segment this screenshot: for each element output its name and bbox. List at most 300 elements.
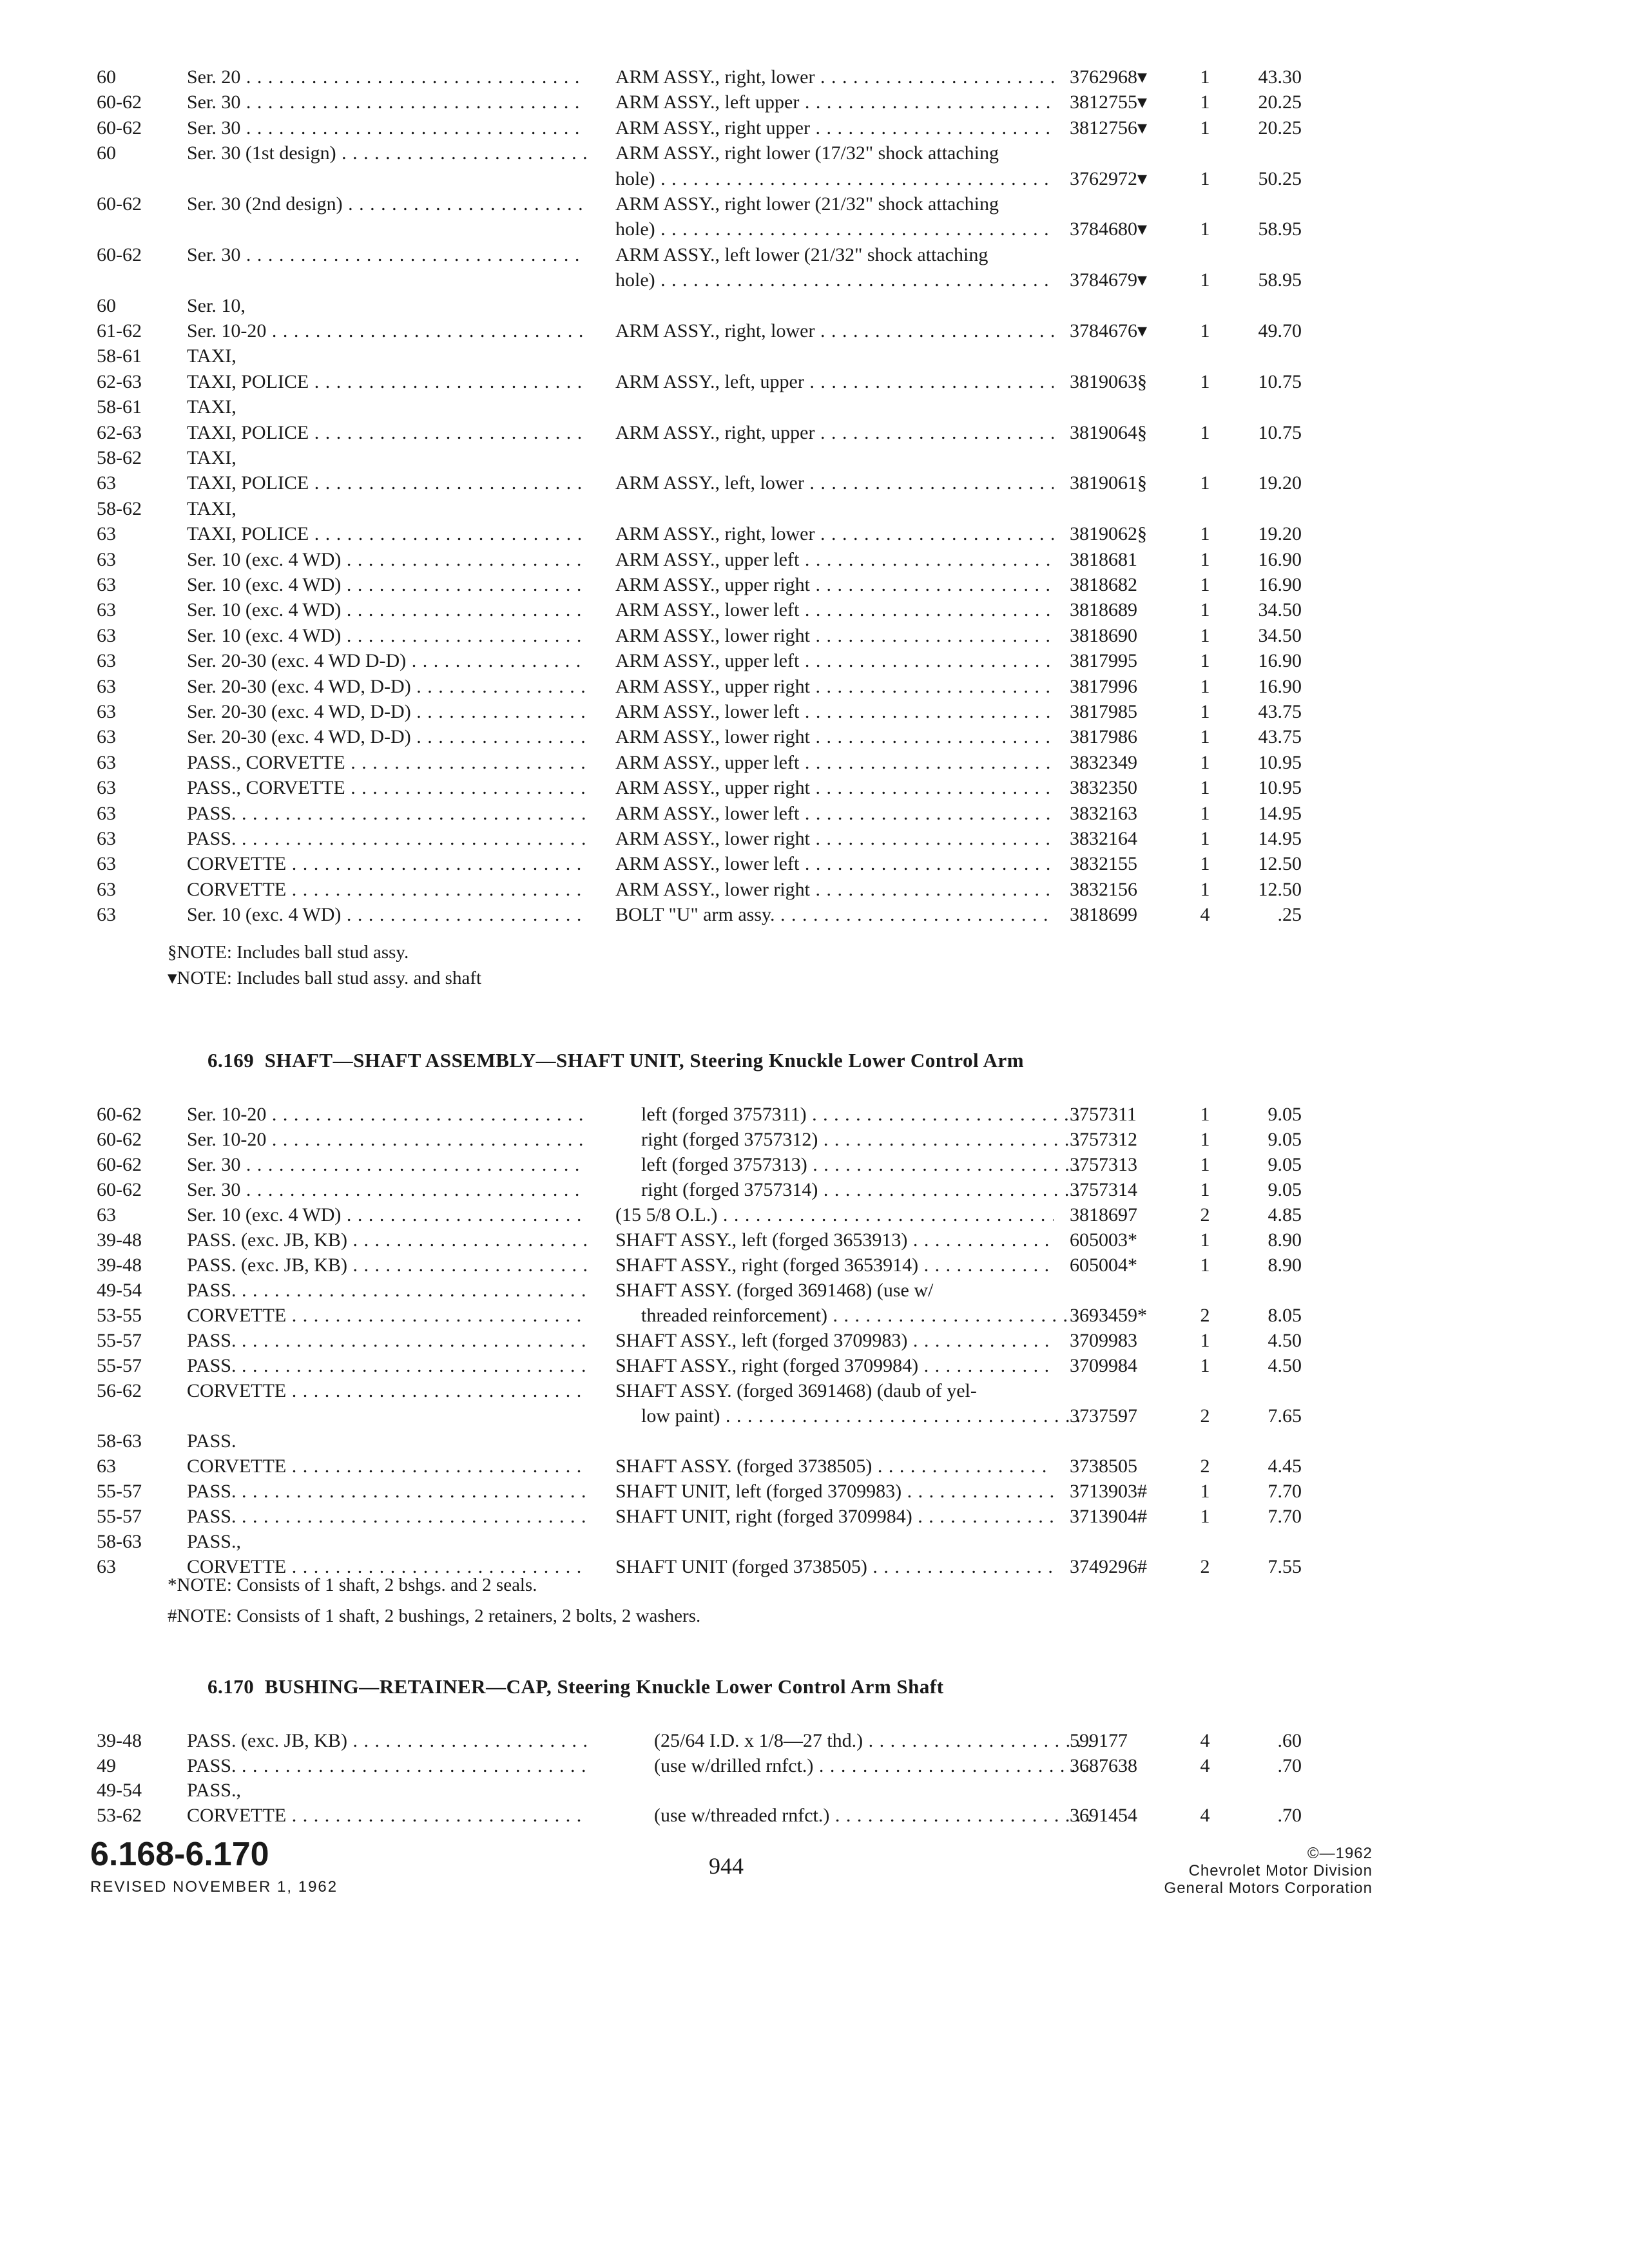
model-cell: Ser. 20-30 (exc. 4 WD, D-D) . . .: [187, 724, 586, 750]
price-cell: 8.90: [1268, 1229, 1302, 1251]
model-cell: Ser. 20-30 (exc. 4 WD D-D) . . .: [187, 648, 586, 674]
price-cell: 43.75: [1258, 701, 1302, 722]
description-cell: ARM ASSY., left, upper . . .: [615, 369, 1054, 395]
description-cell: ARM ASSY., upper left . . .: [615, 648, 1054, 674]
part-number-cell: 605004*: [1070, 1254, 1137, 1276]
model-cell: TAXI,: [187, 447, 236, 468]
table-row: [0, 64, 1629, 90]
model-year-cell: 63: [97, 1456, 116, 1477]
description-cell: SHAFT ASSY., right (forged 3709984) . . .: [615, 1353, 1054, 1379]
model-year-cell: 62-63: [97, 370, 142, 392]
model-year-cell: 63: [97, 599, 116, 621]
table-row: [0, 547, 1629, 573]
table-row: [0, 1152, 1629, 1178]
table-row: [0, 1728, 1629, 1754]
footer-revised-date: REVISED NOVEMBER 1, 1962: [90, 1878, 338, 1896]
table-row: [0, 293, 1629, 319]
price-cell: 9.05: [1268, 1179, 1302, 1200]
model-cell: PASS., CORVETTE . . .: [187, 750, 586, 776]
description-cell: ARM ASSY., left, lower . . .: [615, 470, 1054, 496]
model-cell: Ser. 30 . . .: [187, 90, 586, 115]
quantity-cell: 4: [1200, 904, 1210, 926]
table-row: [0, 1278, 1629, 1303]
model-year-cell: 63: [97, 1556, 116, 1577]
quantity-cell: 1: [1200, 218, 1210, 240]
part-number-cell: 3762972▾: [1070, 168, 1148, 189]
part-number-cell: 3832156: [1070, 878, 1137, 900]
price-cell: 8.05: [1268, 1305, 1302, 1326]
description-cell: (use w/threaded rnfct.) . . .: [615, 1803, 1092, 1829]
part-number-cell: 3818690: [1070, 624, 1137, 646]
quantity-cell: 1: [1200, 701, 1210, 722]
footer-publisher: [1095, 1845, 1373, 1897]
model-cell: TAXI, POLICE . . .: [187, 420, 586, 446]
quantity-cell: 4: [1200, 1754, 1210, 1776]
quantity-cell: 1: [1200, 472, 1210, 494]
description-cell: ARM ASSY., right lower (21/32" shock attaching: [615, 193, 999, 215]
model-year-cell: 63: [97, 853, 116, 875]
part-number-cell: 3819061§: [1070, 472, 1147, 494]
model-year-cell: 39-48: [97, 1254, 142, 1276]
description-cell: SHAFT ASSY. (forged 3738505) . . .: [615, 1454, 1054, 1479]
part-number-cell: 3709983: [1070, 1330, 1137, 1351]
description-cell: ARM ASSY., left lower (21/32" shock attaching: [615, 244, 988, 265]
table-row: [0, 877, 1629, 903]
part-number-cell: 3832164: [1070, 828, 1137, 849]
table-row: [0, 1102, 1629, 1128]
quantity-cell: 1: [1200, 650, 1210, 672]
quantity-cell: 1: [1200, 624, 1210, 646]
description-cell: SHAFT UNIT (forged 3738505) . . .: [615, 1554, 1054, 1580]
model-cell: PASS. . . .: [187, 1278, 586, 1303]
description-cell: SHAFT UNIT, left (forged 3709983) . . .: [615, 1479, 1054, 1504]
table-row: [0, 1127, 1629, 1153]
model-cell: Ser. 10 (exc. 4 WD) . . .: [187, 623, 586, 649]
part-number-cell: 3757312: [1070, 1129, 1137, 1150]
price-cell: 50.25: [1258, 168, 1302, 189]
price-cell: 16.90: [1258, 548, 1302, 570]
model-cell: PASS., CORVETTE . . .: [187, 775, 586, 801]
price-cell: 8.90: [1268, 1254, 1302, 1276]
part-number-cell: 3832163: [1070, 802, 1137, 824]
table-row: [0, 851, 1629, 877]
model-cell: Ser. 30 (1st design) . . .: [187, 140, 586, 166]
model-cell: PASS. . . .: [187, 1479, 586, 1504]
model-cell: PASS.: [187, 1430, 236, 1452]
description-cell: ARM ASSY., lower left . . .: [615, 801, 1054, 827]
quantity-cell: 2: [1200, 1204, 1210, 1225]
part-number-cell: 3709984: [1070, 1355, 1137, 1376]
table-row: [0, 674, 1629, 700]
model-cell: PASS. . . .: [187, 1504, 586, 1530]
quantity-cell: 1: [1200, 1481, 1210, 1502]
part-number-cell: 3818681: [1070, 548, 1137, 570]
model-cell: CORVETTE . . .: [187, 1303, 586, 1329]
description-cell: ARM ASSY., lower right . . .: [615, 623, 1054, 649]
quantity-cell: 1: [1200, 828, 1210, 849]
model-year-cell: 60: [97, 142, 116, 164]
model-year-cell: 58-61: [97, 396, 142, 418]
description-cell: ARM ASSY., lower right . . .: [615, 877, 1054, 903]
description-cell: (25/64 I.D. x 1/8—27 thd.) . . .: [615, 1728, 1092, 1754]
table-row: [0, 572, 1629, 598]
part-number-cell: 3749296#: [1070, 1556, 1147, 1577]
price-cell: 7.65: [1268, 1405, 1302, 1427]
price-cell: 7.55: [1268, 1556, 1302, 1577]
model-year-cell: 58-63: [97, 1430, 142, 1452]
part-number-cell: 3762968▾: [1070, 66, 1148, 88]
part-number-cell: 3757313: [1070, 1154, 1137, 1175]
part-number-cell: 3817995: [1070, 650, 1137, 672]
price-cell: 4.45: [1268, 1456, 1302, 1477]
table-row: [0, 318, 1629, 344]
table-row: [0, 496, 1629, 522]
model-year-cell: 63: [97, 1204, 116, 1225]
part-number-cell: 3687638: [1070, 1754, 1137, 1776]
table-row: [0, 750, 1629, 776]
price-cell: 58.95: [1258, 218, 1302, 240]
table-row: [0, 801, 1629, 827]
model-year-cell: 60-62: [97, 244, 142, 265]
table-row: [0, 1428, 1629, 1454]
quantity-cell: 1: [1200, 370, 1210, 392]
note-section-168-2: ▾NOTE: Includes ball stud assy. and shaft: [168, 968, 482, 988]
table-row: [0, 1403, 1629, 1429]
model-year-cell: 60-62: [97, 91, 142, 113]
table-row: [0, 1303, 1629, 1329]
page-number: 944: [709, 1853, 744, 1879]
price-cell: 10.95: [1258, 751, 1302, 773]
model-cell: Ser. 10-20 . . .: [187, 1102, 586, 1128]
price-cell: 58.95: [1258, 269, 1302, 291]
price-cell: 19.20: [1258, 523, 1302, 545]
quantity-cell: 1: [1200, 117, 1210, 139]
model-cell: Ser. 10 (exc. 4 WD) . . .: [187, 597, 586, 623]
footer-corporation: General Motors Corporation: [1164, 1879, 1373, 1897]
part-number-cell: 3819063§: [1070, 370, 1147, 392]
quantity-cell: 1: [1200, 878, 1210, 900]
model-cell: Ser. 10-20 . . .: [187, 318, 586, 344]
model-year-cell: 63: [97, 574, 116, 595]
description-cell: SHAFT ASSY., left (forged 3709983) . . .: [615, 1328, 1054, 1354]
note-section-169-2: #NOTE: Consists of 1 shaft, 2 bushings, 2 retainers, 2 bolts, 2 washers.: [168, 1606, 701, 1626]
price-cell: 43.30: [1258, 66, 1302, 88]
model-cell: PASS. . . .: [187, 1753, 586, 1779]
part-number-cell: 3713903#: [1070, 1481, 1147, 1502]
table-row: [0, 267, 1629, 293]
quantity-cell: 1: [1200, 1254, 1210, 1276]
model-year-cell: 58-62: [97, 447, 142, 468]
description-cell: hole) . . .: [615, 166, 1054, 192]
model-year-cell: 60-62: [97, 1154, 142, 1175]
part-number-cell: 3757314: [1070, 1179, 1137, 1200]
quantity-cell: 2: [1200, 1305, 1210, 1326]
model-year-cell: 63: [97, 878, 116, 900]
part-number-cell: 599177: [1070, 1730, 1128, 1751]
description-cell: ARM ASSY., upper left . . .: [615, 547, 1054, 573]
model-year-cell: 63: [97, 726, 116, 748]
model-year-cell: 60-62: [97, 1129, 142, 1150]
model-year-cell: 55-57: [97, 1330, 142, 1351]
price-cell: 20.25: [1258, 117, 1302, 139]
model-cell: TAXI,: [187, 497, 236, 519]
part-number-cell: 3819064§: [1070, 421, 1147, 443]
table-row: [0, 1378, 1629, 1404]
model-cell: PASS. . . .: [187, 826, 586, 852]
table-row: [0, 242, 1629, 268]
description-cell: right (forged 3757314) . . .: [615, 1177, 1079, 1203]
model-year-cell: 58-63: [97, 1531, 142, 1552]
model-cell: Ser. 30 . . .: [187, 1152, 586, 1178]
price-cell: 7.70: [1268, 1481, 1302, 1502]
quantity-cell: 1: [1200, 320, 1210, 341]
model-year-cell: 49: [97, 1754, 116, 1776]
quantity-cell: 1: [1200, 574, 1210, 595]
model-cell: PASS. (exc. JB, KB) . . .: [187, 1728, 586, 1754]
part-number-cell: 3784680▾: [1070, 218, 1148, 240]
price-cell: 12.50: [1258, 878, 1302, 900]
model-year-cell: 63: [97, 548, 116, 570]
model-year-cell: 49-54: [97, 1780, 142, 1801]
price-cell: 7.70: [1268, 1506, 1302, 1527]
section-169-number: 6.169: [207, 1049, 255, 1072]
table-row: [0, 1753, 1629, 1779]
part-number-cell: 3691454: [1070, 1804, 1137, 1826]
part-number-cell: 3818697: [1070, 1204, 1137, 1225]
model-year-cell: 62-63: [97, 421, 142, 443]
price-cell: 19.20: [1258, 472, 1302, 494]
description-cell: (15 5/8 O.L.) . . .: [615, 1202, 1054, 1228]
table-row: [0, 1479, 1629, 1504]
model-cell: CORVETTE . . .: [187, 1803, 586, 1829]
table-row: [0, 115, 1629, 141]
quantity-cell: 1: [1200, 1154, 1210, 1175]
quantity-cell: 1: [1200, 1104, 1210, 1125]
description-cell: ARM ASSY., lower left . . .: [615, 851, 1054, 877]
table-row: [0, 470, 1629, 496]
model-cell: PASS. . . .: [187, 801, 586, 827]
part-number-cell: 3817985: [1070, 701, 1137, 722]
model-year-cell: 63: [97, 802, 116, 824]
quantity-cell: 1: [1200, 599, 1210, 621]
model-cell: PASS. . . .: [187, 1328, 586, 1354]
model-year-cell: 60: [97, 66, 116, 88]
part-number-cell: 3693459*: [1070, 1305, 1147, 1326]
model-cell: TAXI, POLICE . . .: [187, 369, 586, 395]
section-170-number: 6.170: [207, 1675, 255, 1698]
table-row: [0, 394, 1629, 420]
price-cell: 12.50: [1258, 853, 1302, 875]
part-number-cell: 3832155: [1070, 853, 1137, 875]
quantity-cell: 1: [1200, 1506, 1210, 1527]
price-cell: 4.50: [1268, 1355, 1302, 1376]
description-cell: low paint) . . .: [615, 1403, 1079, 1429]
model-year-cell: 39-48: [97, 1730, 142, 1751]
price-cell: 16.90: [1258, 675, 1302, 697]
part-number-cell: 3818682: [1070, 574, 1137, 595]
footer-copyright: ©—1962: [1307, 1845, 1373, 1862]
table-row: [0, 1803, 1629, 1829]
model-year-cell: 60-62: [97, 1104, 142, 1125]
table-row: [0, 648, 1629, 674]
model-cell: TAXI, POLICE . . .: [187, 521, 586, 547]
table-row: [0, 369, 1629, 395]
model-cell: Ser. 20-30 (exc. 4 WD, D-D) . . .: [187, 674, 586, 700]
model-year-cell: 60-62: [97, 193, 142, 215]
model-cell: TAXI,: [187, 345, 236, 367]
table-row: [0, 699, 1629, 725]
price-cell: 14.95: [1258, 828, 1302, 849]
price-cell: 10.95: [1258, 777, 1302, 799]
model-cell: Ser. 10 (exc. 4 WD) . . .: [187, 547, 586, 573]
description-cell: ARM ASSY., right, lower . . .: [615, 64, 1054, 90]
quantity-cell: 1: [1200, 853, 1210, 875]
quantity-cell: 1: [1200, 66, 1210, 88]
table-row: [0, 1253, 1629, 1278]
description-cell: ARM ASSY., right, upper . . .: [615, 420, 1054, 446]
description-cell: ARM ASSY., upper right . . .: [615, 674, 1054, 700]
quantity-cell: 1: [1200, 1330, 1210, 1351]
description-cell: ARM ASSY., upper left . . .: [615, 750, 1054, 776]
quantity-cell: 1: [1200, 802, 1210, 824]
description-cell: ARM ASSY., lower left . . .: [615, 699, 1054, 725]
part-number-cell: 3757311: [1070, 1104, 1137, 1125]
quantity-cell: 1: [1200, 726, 1210, 748]
model-year-cell: 55-57: [97, 1506, 142, 1527]
quantity-cell: 2: [1200, 1556, 1210, 1577]
price-cell: 4.50: [1268, 1330, 1302, 1351]
price-cell: 34.50: [1258, 624, 1302, 646]
model-cell: PASS. (exc. JB, KB) . . .: [187, 1253, 586, 1278]
description-cell: SHAFT ASSY. (forged 3691468) (daub of yel-: [615, 1380, 977, 1401]
section-170-heading: [207, 1675, 944, 1698]
footer-section-code: 6.168-6.170: [90, 1836, 269, 1873]
description-cell: ARM ASSY., lower right . . .: [615, 724, 1054, 750]
model-year-cell: 60-62: [97, 117, 142, 139]
table-row: [0, 1778, 1629, 1803]
section-169-heading: [207, 1049, 1024, 1072]
part-number-cell: 3832350: [1070, 777, 1137, 799]
quantity-cell: 1: [1200, 421, 1210, 443]
part-number-cell: 3817986: [1070, 726, 1137, 748]
quantity-cell: 1: [1200, 1179, 1210, 1200]
table-row: [0, 623, 1629, 649]
table-row: [0, 902, 1629, 928]
model-cell: Ser. 10-20 . . .: [187, 1127, 586, 1153]
quantity-cell: 1: [1200, 675, 1210, 697]
model-cell: CORVETTE . . .: [187, 1378, 586, 1404]
part-number-cell: 3818699: [1070, 904, 1137, 926]
quantity-cell: 1: [1200, 1129, 1210, 1150]
table-row: [0, 191, 1629, 217]
price-cell: 20.25: [1258, 91, 1302, 113]
model-cell: Ser. 10 (exc. 4 WD) . . .: [187, 572, 586, 598]
model-year-cell: 63: [97, 904, 116, 926]
model-year-cell: 60: [97, 294, 116, 316]
price-cell: .25: [1277, 904, 1302, 926]
table-row: [0, 1353, 1629, 1379]
model-cell: CORVETTE . . .: [187, 1554, 586, 1580]
quantity-cell: 1: [1200, 269, 1210, 291]
table-row: [0, 826, 1629, 852]
table-row: [0, 420, 1629, 446]
model-cell: Ser. 30 . . .: [187, 1177, 586, 1203]
model-cell: PASS. . . .: [187, 1353, 586, 1379]
price-cell: 10.75: [1258, 421, 1302, 443]
table-row: [0, 1177, 1629, 1203]
model-cell: Ser. 20-30 (exc. 4 WD, D-D) . . .: [187, 699, 586, 725]
model-cell: Ser. 30 (2nd design) . . .: [187, 191, 586, 217]
table-row: [0, 1504, 1629, 1530]
note-section-168-1: §NOTE: Includes ball stud assy.: [168, 942, 409, 963]
model-cell: CORVETTE . . .: [187, 851, 586, 877]
model-cell: Ser. 20 . . .: [187, 64, 586, 90]
section-169-title: SHAFT—SHAFT ASSEMBLY—SHAFT UNIT, Steering Knuckle Lower Control Arm: [264, 1049, 1025, 1072]
table-row: [0, 445, 1629, 471]
price-cell: 10.75: [1258, 370, 1302, 392]
model-cell: Ser. 10 (exc. 4 WD) . . .: [187, 902, 586, 928]
description-cell: ARM ASSY., lower right . . .: [615, 826, 1054, 852]
model-year-cell: 61-62: [97, 320, 142, 341]
part-number-cell: 3818689: [1070, 599, 1137, 621]
description-cell: ARM ASSY., lower left . . .: [615, 597, 1054, 623]
part-number-cell: 3738505: [1070, 1456, 1137, 1477]
model-year-cell: 63: [97, 701, 116, 722]
price-cell: 9.05: [1268, 1129, 1302, 1150]
part-number-cell: 3784679▾: [1070, 269, 1148, 291]
price-cell: 16.90: [1258, 574, 1302, 595]
part-number-cell: 3832349: [1070, 751, 1137, 773]
price-cell: .70: [1277, 1754, 1302, 1776]
model-year-cell: 56-62: [97, 1380, 142, 1401]
section-170-title: BUSHING—RETAINER—CAP, Steering Knuckle Lower Control Arm Shaft: [264, 1675, 944, 1698]
description-cell: right (forged 3757312) . . .: [615, 1127, 1079, 1153]
price-cell: 34.50: [1258, 599, 1302, 621]
part-number-cell: 3817996: [1070, 675, 1137, 697]
quantity-cell: 1: [1200, 751, 1210, 773]
part-number-cell: 3812755▾: [1070, 91, 1148, 113]
quantity-cell: 1: [1200, 91, 1210, 113]
quantity-cell: 1: [1200, 777, 1210, 799]
model-year-cell: 63: [97, 523, 116, 545]
quantity-cell: 1: [1200, 1229, 1210, 1251]
model-year-cell: 49-54: [97, 1280, 142, 1301]
model-year-cell: 53-55: [97, 1305, 142, 1326]
description-cell: ARM ASSY., left upper . . .: [615, 90, 1054, 115]
price-cell: 14.95: [1258, 802, 1302, 824]
table-row: [0, 1529, 1629, 1555]
model-cell: CORVETTE . . .: [187, 877, 586, 903]
part-number-cell: 3784676▾: [1070, 320, 1148, 341]
model-year-cell: 55-57: [97, 1355, 142, 1376]
description-cell: SHAFT UNIT, right (forged 3709984) . . .: [615, 1504, 1054, 1530]
description-cell: ARM ASSY., right lower (17/32" shock attaching: [615, 142, 999, 164]
model-year-cell: 55-57: [97, 1481, 142, 1502]
quantity-cell: 2: [1200, 1456, 1210, 1477]
model-cell: PASS.,: [187, 1780, 241, 1801]
model-year-cell: 63: [97, 675, 116, 697]
model-year-cell: 63: [97, 650, 116, 672]
model-cell: Ser. 10 (exc. 4 WD) . . .: [187, 1202, 586, 1228]
price-cell: .60: [1277, 1730, 1302, 1751]
model-cell: Ser. 30 . . .: [187, 242, 586, 268]
price-cell: 43.75: [1258, 726, 1302, 748]
model-year-cell: 63: [97, 472, 116, 494]
table-row: [0, 216, 1629, 242]
model-year-cell: 63: [97, 828, 116, 849]
description-cell: ARM ASSY., upper right . . .: [615, 775, 1054, 801]
description-cell: ARM ASSY., right upper . . .: [615, 115, 1054, 141]
